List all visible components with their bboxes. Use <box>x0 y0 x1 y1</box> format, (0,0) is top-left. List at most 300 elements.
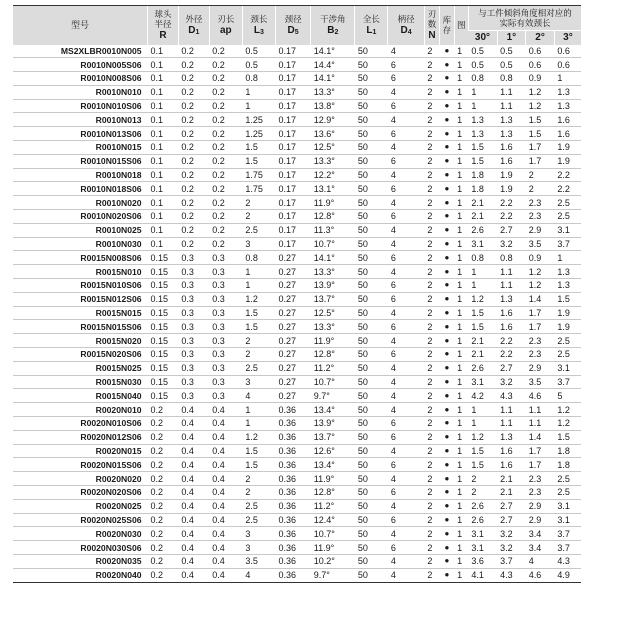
cell-len-2: 2.3 <box>526 334 555 348</box>
cell-figure: 1 <box>454 265 468 279</box>
table-row <box>13 223 581 237</box>
cell-len-30: 2.6 <box>468 223 497 237</box>
cell-figure: 1 <box>454 99 468 113</box>
cell-n: 2 <box>424 196 439 210</box>
cell-d4: 4 <box>388 499 424 513</box>
table-row <box>13 45 581 58</box>
cell-d1: 0.2 <box>178 154 209 168</box>
cell-b2: 12.2° <box>311 168 355 182</box>
cell-d4: 6 <box>388 251 424 265</box>
cell-r: 0.15 <box>148 306 179 320</box>
cell-len-2: 0.6 <box>526 45 555 58</box>
cell-n: 2 <box>424 154 439 168</box>
cell-r: 0.1 <box>148 113 179 127</box>
cell-stock: ● <box>440 127 454 141</box>
cell-model: R0010N018 <box>13 168 148 182</box>
cell-l1: 50 <box>355 85 388 99</box>
cell-b2: 11.9° <box>311 334 355 348</box>
cell-l3: 0.5 <box>242 45 275 58</box>
cell-stock: ● <box>440 292 454 306</box>
cell-len-2: 4.6 <box>526 389 555 403</box>
cell-r: 0.1 <box>148 127 179 141</box>
cell-d5: 0.27 <box>275 320 310 334</box>
cell-l1: 50 <box>355 154 388 168</box>
table-row <box>13 430 581 444</box>
cell-model: R0015N008S06 <box>13 251 148 265</box>
cell-stock: ● <box>440 320 454 334</box>
cell-stock: ● <box>440 472 454 486</box>
cell-b2: 12.8° <box>311 348 355 362</box>
cell-len-2: 1.7 <box>526 320 555 334</box>
cell-len-3: 1.2 <box>554 417 581 431</box>
table-row <box>13 348 581 362</box>
cell-b2: 13.7° <box>311 430 355 444</box>
cell-d1: 0.2 <box>178 45 209 58</box>
cell-model: R0010N015S06 <box>13 154 148 168</box>
cell-n: 2 <box>424 568 439 582</box>
cell-b2: 13.6° <box>311 127 355 141</box>
cell-model: R0020N025S06 <box>13 513 148 527</box>
cell-stock: ● <box>440 375 454 389</box>
cell-len-2: 1.2 <box>526 99 555 113</box>
cell-l3: 1.25 <box>242 127 275 141</box>
cell-l1: 50 <box>355 182 388 196</box>
cell-len-1: 1.6 <box>497 458 526 472</box>
cell-l3: 1 <box>242 417 275 431</box>
cell-n: 2 <box>424 265 439 279</box>
cell-b2: 12.5° <box>311 306 355 320</box>
cell-r: 0.15 <box>148 251 179 265</box>
table-row <box>13 99 581 113</box>
cell-b2: 13.3° <box>311 154 355 168</box>
cell-r: 0.2 <box>148 417 179 431</box>
cell-l3: 1.5 <box>242 306 275 320</box>
cell-d5: 0.36 <box>275 403 310 417</box>
cell-d5: 0.27 <box>275 279 310 293</box>
cell-d4: 6 <box>388 541 424 555</box>
cell-d4: 4 <box>388 223 424 237</box>
cell-len-30: 1 <box>468 265 497 279</box>
cell-d4: 6 <box>388 210 424 224</box>
cell-len-30: 1.5 <box>468 458 497 472</box>
cell-ap: 0.3 <box>209 306 242 320</box>
cell-d5: 0.36 <box>275 458 310 472</box>
cell-figure: 1 <box>454 361 468 375</box>
cell-len-2: 2.9 <box>526 499 555 513</box>
table-row <box>13 141 581 155</box>
cell-model: R0010N018S06 <box>13 182 148 196</box>
cell-n: 2 <box>424 292 439 306</box>
cell-figure: 1 <box>454 292 468 306</box>
cell-d1: 0.4 <box>178 499 209 513</box>
cell-stock: ● <box>440 513 454 527</box>
cell-len-2: 2 <box>526 168 555 182</box>
cell-l3: 3 <box>242 527 275 541</box>
cell-d4: 4 <box>388 113 424 127</box>
cell-len-2: 1.1 <box>526 417 555 431</box>
cell-model: R0020N012S06 <box>13 430 148 444</box>
cell-len-30: 1.2 <box>468 430 497 444</box>
cell-l3: 0.8 <box>242 251 275 265</box>
cell-model: R0015N030 <box>13 375 148 389</box>
cell-r: 0.1 <box>148 182 179 196</box>
cell-l3: 1.5 <box>242 458 275 472</box>
cell-figure: 1 <box>454 334 468 348</box>
cell-figure: 1 <box>454 306 468 320</box>
cell-figure: 1 <box>454 45 468 58</box>
cell-model: R0010N025 <box>13 223 148 237</box>
cell-l1: 50 <box>355 320 388 334</box>
cell-len-3: 3.1 <box>554 223 581 237</box>
cell-ap: 0.2 <box>209 223 242 237</box>
cell-len-2: 1.2 <box>526 279 555 293</box>
cell-figure: 1 <box>454 320 468 334</box>
cell-b2: 9.7° <box>311 389 355 403</box>
cell-len-30: 1.5 <box>468 154 497 168</box>
cell-r: 0.1 <box>148 85 179 99</box>
cell-len-1: 1.1 <box>497 417 526 431</box>
cell-len-2: 1.7 <box>526 141 555 155</box>
cell-model: R0020N025 <box>13 499 148 513</box>
cell-d1: 0.2 <box>178 127 209 141</box>
cell-len-1: 1.1 <box>497 85 526 99</box>
cell-len-30: 2.6 <box>468 499 497 513</box>
cell-len-1: 3.2 <box>497 237 526 251</box>
cell-stock: ● <box>440 223 454 237</box>
table-row <box>13 554 581 568</box>
cell-model: R0015N010 <box>13 265 148 279</box>
cell-n: 2 <box>424 513 439 527</box>
cell-l3: 1.5 <box>242 320 275 334</box>
cell-d1: 0.3 <box>178 334 209 348</box>
table-row <box>13 499 581 513</box>
cell-l1: 50 <box>355 223 388 237</box>
cell-d1: 0.4 <box>178 527 209 541</box>
cell-b2: 11.9° <box>311 472 355 486</box>
cell-stock: ● <box>440 389 454 403</box>
cell-len-3: 3.1 <box>554 499 581 513</box>
cell-stock: ● <box>440 444 454 458</box>
cell-len-2: 2.3 <box>526 348 555 362</box>
cell-len-30: 2 <box>468 486 497 500</box>
cell-r: 0.1 <box>148 141 179 155</box>
cell-model: R0020N030 <box>13 527 148 541</box>
cell-len-3: 1.3 <box>554 279 581 293</box>
cell-l1: 50 <box>355 513 388 527</box>
table-row <box>13 458 581 472</box>
table-row <box>13 58 581 72</box>
table-row <box>13 472 581 486</box>
header-n: 刃 数 N <box>424 6 439 45</box>
cell-d4: 4 <box>388 306 424 320</box>
cell-b2: 11.2° <box>311 499 355 513</box>
cell-d4: 6 <box>388 127 424 141</box>
cell-model: R0010N013 <box>13 113 148 127</box>
cell-l3: 1 <box>242 99 275 113</box>
cell-len-30: 1.3 <box>468 127 497 141</box>
header-model: 型号 <box>13 6 148 45</box>
cell-len-30: 1 <box>468 99 497 113</box>
cell-b2: 13.7° <box>311 292 355 306</box>
cell-l1: 50 <box>355 127 388 141</box>
cell-len-1: 2.2 <box>497 196 526 210</box>
cell-ap: 0.4 <box>209 430 242 444</box>
cell-len-3: 1.3 <box>554 99 581 113</box>
cell-ap: 0.4 <box>209 403 242 417</box>
header-l1: 全长 $L_1$ <box>355 6 388 45</box>
cell-model: R0010N013S06 <box>13 127 148 141</box>
cell-r: 0.1 <box>148 168 179 182</box>
cell-n: 2 <box>424 223 439 237</box>
cell-r: 0.15 <box>148 320 179 334</box>
cell-model: R0015N010S06 <box>13 279 148 293</box>
cell-d5: 0.17 <box>275 168 310 182</box>
cell-d4: 4 <box>388 472 424 486</box>
cell-b2: 13.4° <box>311 458 355 472</box>
cell-stock: ● <box>440 141 454 155</box>
cell-d4: 4 <box>388 265 424 279</box>
cell-d1: 0.2 <box>178 141 209 155</box>
header-ap: 刃长 ap <box>209 6 242 45</box>
cell-len-3: 3.7 <box>554 527 581 541</box>
cell-n: 2 <box>424 58 439 72</box>
cell-l3: 1.2 <box>242 292 275 306</box>
cell-ap: 0.4 <box>209 527 242 541</box>
cell-l1: 50 <box>355 265 388 279</box>
header-d5: 颈径 $D_5$ <box>275 6 310 45</box>
cell-r: 0.2 <box>148 499 179 513</box>
cell-d5: 0.36 <box>275 472 310 486</box>
cell-len-1: 2.2 <box>497 334 526 348</box>
cell-d4: 6 <box>388 430 424 444</box>
cell-l3: 1 <box>242 85 275 99</box>
cell-len-3: 2.5 <box>554 472 581 486</box>
cell-d4: 6 <box>388 154 424 168</box>
cell-n: 2 <box>424 361 439 375</box>
cell-l3: 0.5 <box>242 58 275 72</box>
cell-len-3: 1.9 <box>554 320 581 334</box>
header-angle-30: 30° <box>468 30 497 45</box>
cell-len-30: 1.2 <box>468 292 497 306</box>
cell-len-1: 2.2 <box>497 348 526 362</box>
table-row <box>13 279 581 293</box>
cell-len-2: 2.9 <box>526 361 555 375</box>
cell-figure: 1 <box>454 182 468 196</box>
table-row <box>13 568 581 582</box>
cell-l3: 1.25 <box>242 113 275 127</box>
cell-l1: 50 <box>355 458 388 472</box>
table-row <box>13 320 581 334</box>
cell-b2: 13.3° <box>311 320 355 334</box>
cell-d1: 0.4 <box>178 472 209 486</box>
cell-d5: 0.17 <box>275 182 310 196</box>
cell-n: 2 <box>424 320 439 334</box>
cell-len-1: 1.6 <box>497 320 526 334</box>
cell-l1: 50 <box>355 237 388 251</box>
cell-len-2: 1.7 <box>526 458 555 472</box>
cell-ap: 0.2 <box>209 154 242 168</box>
cell-d1: 0.2 <box>178 113 209 127</box>
cell-stock: ● <box>440 430 454 444</box>
cell-d5: 0.17 <box>275 223 310 237</box>
cell-d5: 0.27 <box>275 361 310 375</box>
cell-stock: ● <box>440 279 454 293</box>
cell-n: 2 <box>424 85 439 99</box>
cell-d4: 6 <box>388 279 424 293</box>
cell-stock: ● <box>440 237 454 251</box>
cell-l1: 50 <box>355 389 388 403</box>
cell-l1: 50 <box>355 58 388 72</box>
cell-d5: 0.17 <box>275 58 310 72</box>
cell-len-30: 1.5 <box>468 444 497 458</box>
cell-len-30: 2 <box>468 472 497 486</box>
cell-len-30: 2.1 <box>468 196 497 210</box>
cell-ap: 0.2 <box>209 127 242 141</box>
cell-len-30: 1.5 <box>468 306 497 320</box>
cell-len-2: 1.2 <box>526 265 555 279</box>
cell-len-2: 3.4 <box>526 527 555 541</box>
cell-len-2: 2.3 <box>526 486 555 500</box>
cell-r: 0.2 <box>148 472 179 486</box>
cell-l1: 50 <box>355 499 388 513</box>
cell-l3: 1 <box>242 403 275 417</box>
cell-l3: 1.75 <box>242 168 275 182</box>
table-row <box>13 292 581 306</box>
cell-ap: 0.4 <box>209 444 242 458</box>
cell-figure: 1 <box>454 417 468 431</box>
cell-figure: 1 <box>454 154 468 168</box>
cell-ap: 0.2 <box>209 58 242 72</box>
cell-d1: 0.3 <box>178 292 209 306</box>
cell-l3: 2 <box>242 210 275 224</box>
cell-ap: 0.4 <box>209 541 242 555</box>
cell-model: MS2XLBR0010N005 <box>13 45 148 58</box>
cell-l3: 3 <box>242 541 275 555</box>
spec-table <box>13 6 581 583</box>
cell-len-3: 2.2 <box>554 168 581 182</box>
table-row <box>13 251 581 265</box>
table-row <box>13 361 581 375</box>
cell-l3: 1 <box>242 265 275 279</box>
cell-d1: 0.4 <box>178 568 209 582</box>
cell-d1: 0.4 <box>178 444 209 458</box>
cell-len-1: 1.6 <box>497 141 526 155</box>
cell-figure: 1 <box>454 486 468 500</box>
cell-d4: 4 <box>388 334 424 348</box>
cell-d4: 4 <box>388 568 424 582</box>
cell-b2: 11.9° <box>311 541 355 555</box>
cell-l3: 0.8 <box>242 72 275 86</box>
cell-ap: 0.3 <box>209 348 242 362</box>
cell-b2: 11.2° <box>311 361 355 375</box>
cell-l3: 2 <box>242 348 275 362</box>
cell-len-1: 1.6 <box>497 306 526 320</box>
cell-n: 2 <box>424 541 439 555</box>
cell-model: R0020N015S06 <box>13 458 148 472</box>
cell-len-1: 3.2 <box>497 375 526 389</box>
cell-ap: 0.3 <box>209 320 242 334</box>
cell-d5: 0.17 <box>275 45 310 58</box>
cell-n: 2 <box>424 458 439 472</box>
cell-l1: 50 <box>355 568 388 582</box>
cell-d5: 0.17 <box>275 72 310 86</box>
cell-len-3: 1.5 <box>554 292 581 306</box>
cell-len-3: 1.9 <box>554 306 581 320</box>
header-b2: 干涉角 $B_2$ <box>311 6 355 45</box>
cell-ap: 0.4 <box>209 486 242 500</box>
cell-d1: 0.4 <box>178 458 209 472</box>
table-row <box>13 334 581 348</box>
cell-len-2: 0.9 <box>526 72 555 86</box>
cell-model: R0020N030S06 <box>13 541 148 555</box>
cell-model: R0010N010S06 <box>13 99 148 113</box>
cell-stock: ● <box>440 251 454 265</box>
table-row <box>13 72 581 86</box>
cell-len-3: 2.2 <box>554 182 581 196</box>
cell-ap: 0.3 <box>209 251 242 265</box>
cell-stock: ● <box>440 85 454 99</box>
cell-d4: 4 <box>388 168 424 182</box>
cell-d1: 0.3 <box>178 348 209 362</box>
cell-ap: 0.2 <box>209 182 242 196</box>
cell-model: R0015N040 <box>13 389 148 403</box>
cell-n: 2 <box>424 210 439 224</box>
cell-ap: 0.4 <box>209 554 242 568</box>
cell-len-30: 1.5 <box>468 320 497 334</box>
cell-r: 0.2 <box>148 486 179 500</box>
cell-n: 2 <box>424 444 439 458</box>
cell-figure: 1 <box>454 72 468 86</box>
cell-d5: 0.27 <box>275 375 310 389</box>
cell-len-1: 1.3 <box>497 292 526 306</box>
cell-b2: 14.1° <box>311 45 355 58</box>
cell-l3: 1.5 <box>242 444 275 458</box>
cell-d1: 0.3 <box>178 251 209 265</box>
cell-l1: 50 <box>355 292 388 306</box>
cell-b2: 10.2° <box>311 554 355 568</box>
cell-r: 0.15 <box>148 375 179 389</box>
cell-len-1: 0.5 <box>497 58 526 72</box>
cell-len-3: 1.8 <box>554 444 581 458</box>
cell-b2: 13.4° <box>311 403 355 417</box>
cell-len-1: 1.9 <box>497 182 526 196</box>
cell-len-2: 3.4 <box>526 541 555 555</box>
cell-len-1: 1.6 <box>497 154 526 168</box>
cell-ap: 0.3 <box>209 361 242 375</box>
cell-len-1: 1.1 <box>497 265 526 279</box>
cell-b2: 13.9° <box>311 279 355 293</box>
cell-d5: 0.36 <box>275 568 310 582</box>
cell-d1: 0.2 <box>178 99 209 113</box>
cell-model: R0020N020S06 <box>13 486 148 500</box>
cell-l3: 3 <box>242 237 275 251</box>
cell-l1: 50 <box>355 306 388 320</box>
cell-d1: 0.3 <box>178 265 209 279</box>
cell-model: R0020N040 <box>13 568 148 582</box>
cell-r: 0.1 <box>148 210 179 224</box>
cell-figure: 1 <box>454 458 468 472</box>
cell-r: 0.2 <box>148 430 179 444</box>
cell-l3: 1 <box>242 279 275 293</box>
cell-n: 2 <box>424 554 439 568</box>
cell-model: R0015N025 <box>13 361 148 375</box>
cell-len-30: 1 <box>468 279 497 293</box>
cell-figure: 1 <box>454 279 468 293</box>
cell-b2: 11.3° <box>311 223 355 237</box>
cell-ap: 0.3 <box>209 375 242 389</box>
cell-r: 0.1 <box>148 223 179 237</box>
cell-len-1: 0.8 <box>497 251 526 265</box>
